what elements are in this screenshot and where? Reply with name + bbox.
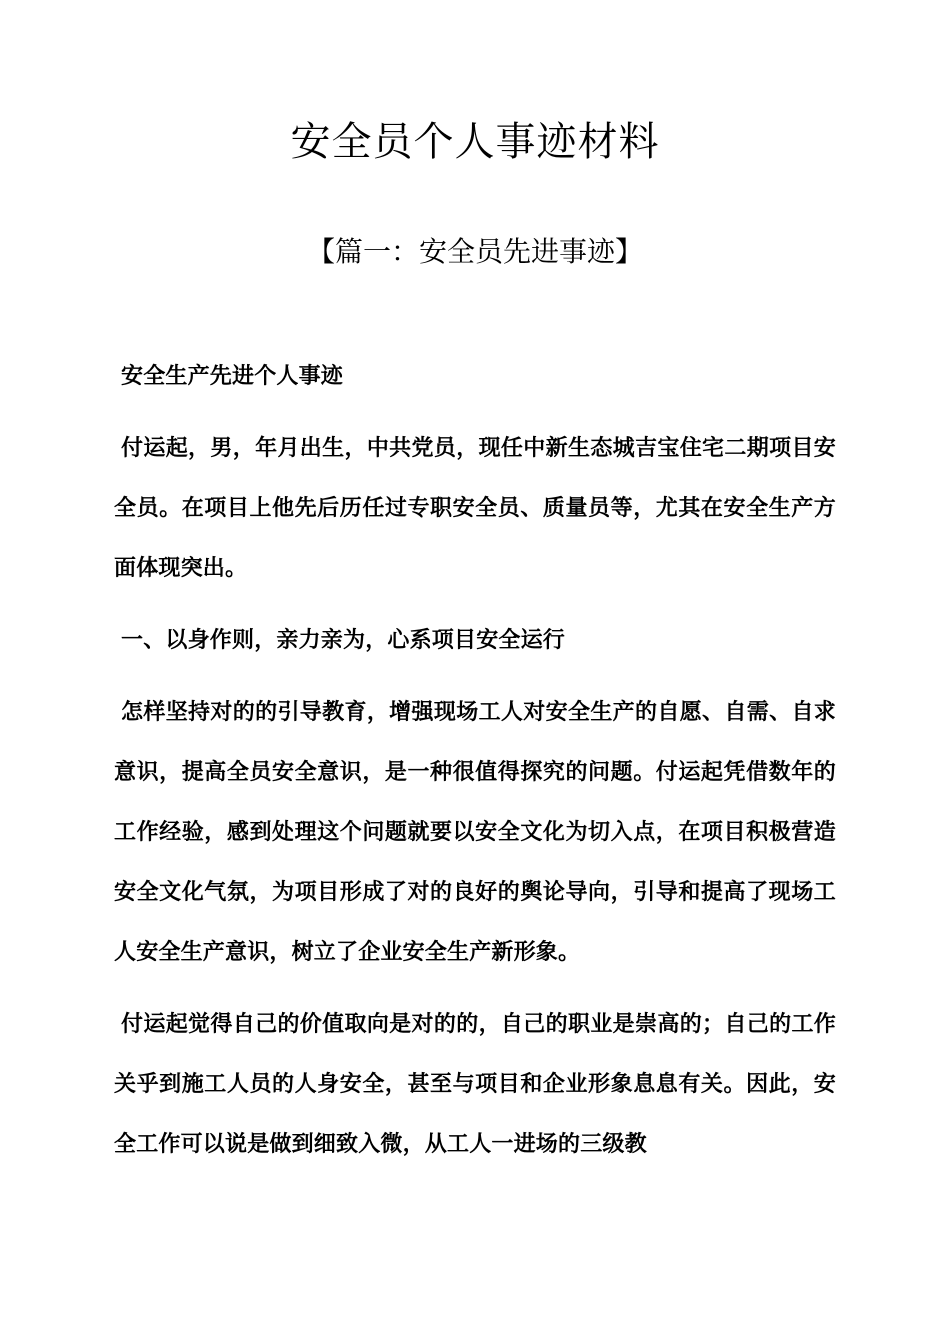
- document-subtitle: 【篇一：安全员先进事迹】: [306, 235, 643, 268]
- section-heading: 一、以身作则，亲力亲为，心系项目安全运行: [121, 628, 566, 653]
- body-paragraph: 付运起，男，年月出生，中共党员，现任中新生态城吉宝住宅二期项目安全员。在项目上他先后历任过专职安全员、质量员等，尤其在安全生产方面体现突出。: [114, 436, 836, 581]
- document-body: [114, 355, 836, 1175]
- body-paragraph: 付运起觉得自己的价值取向是对的的，自己的职业是崇高的；自己的工作关乎到施工人员的人身安全，甚至与项目和企业形象息息有关。因此，安全工作可以说是做到细致入微，从工人一进场的三级教: [114, 1012, 836, 1157]
- document-title: 安全员个人事迹材料: [290, 119, 660, 165]
- body-paragraph: 怎样坚持对的的引导教育，增强现场工人对安全生产的自愿、自需、自求意识，提高全员安全意识，是一种很值得探究的问题。付运起凭借数年的工作经验，感到处理这个问题就要以安全文化为切入点，在项目积极营造安全文化气氛，为项目形成了对的良好的舆论导向，引导和提高了现场工人安全生产意识，树立了企业安全生产新形象。: [114, 700, 836, 965]
- section-heading: 安全生产先进个人事迹: [121, 364, 344, 389]
